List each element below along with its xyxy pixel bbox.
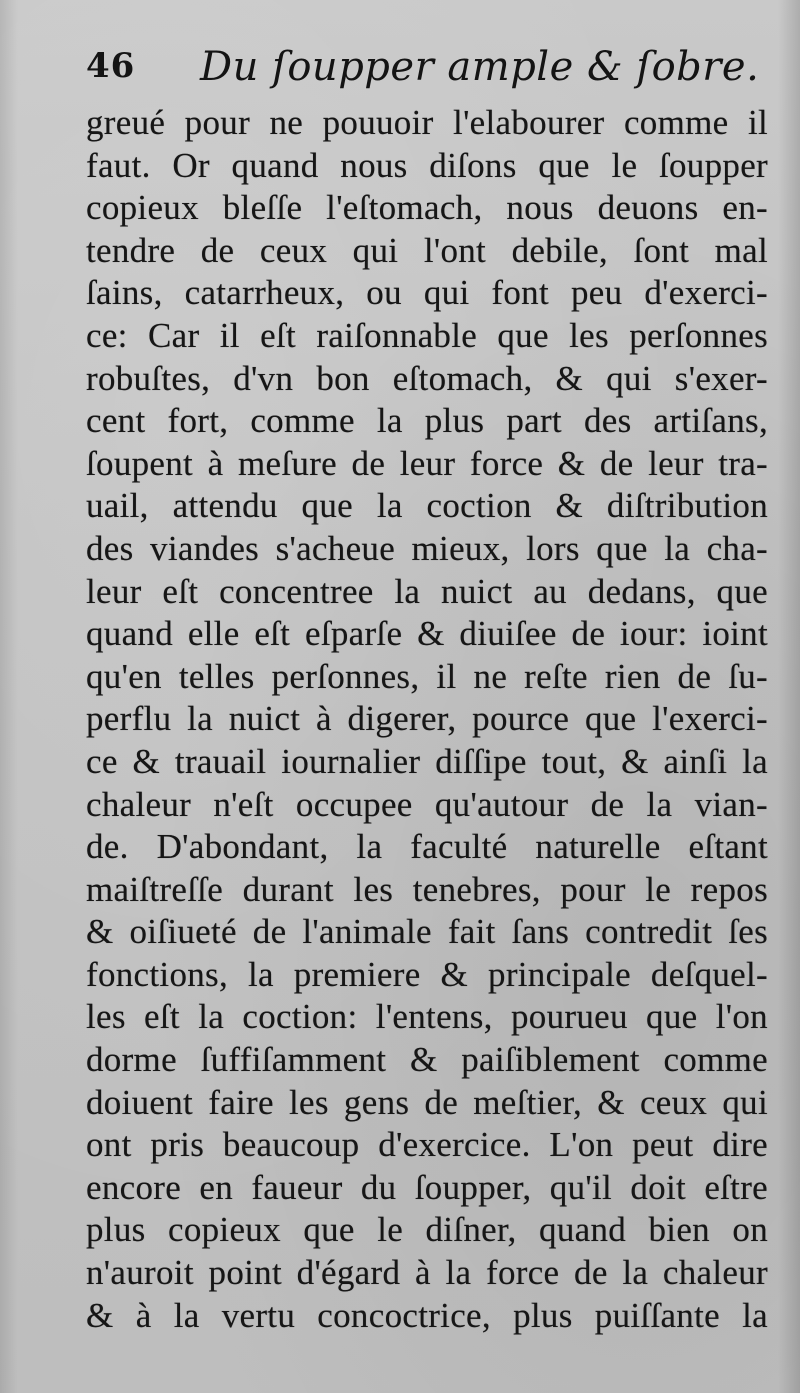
text-line: des viandes s'acheue mieux, lors que la cha- <box>86 528 768 568</box>
text-line: encore en faueur du ſoupper, qu'il doit eſtre <box>86 1167 768 1207</box>
text-line: qu'en telles perſonnes, il ne reſte rien de ſu- <box>86 656 768 696</box>
running-head <box>86 44 766 104</box>
page-number: 46 <box>86 46 136 86</box>
text-line: ſains, catarrheux, ou qui font peu d'exerci- <box>86 273 768 313</box>
text-line: & à la vertu concoctrice, plus puiſſante la <box>86 1295 768 1335</box>
text-line: uail, attendu que la coction & diſtribution <box>86 486 768 526</box>
text-line: ont pris beaucoup d'exercice. L'on peut dire <box>86 1125 768 1165</box>
running-title: Du ſoupper ample & ſobre. <box>200 44 760 90</box>
page-shadow-right <box>778 0 800 1393</box>
text-line: cent fort, comme la plus part des artiſans, <box>86 401 768 441</box>
text-line: greué pour ne pouuoir l'elabourer comme il <box>86 103 768 142</box>
text-line: maiſtreſſe durant les tenebres, pour le repos <box>86 869 768 909</box>
text-line: ce & trauail iournalier diſſipe tout, & ainſi la <box>86 741 768 781</box>
body-text <box>86 102 768 1337</box>
text-line: & oiſiueté de l'animale fait ſans contredit ſes <box>86 912 768 952</box>
text-line: n'auroit point d'égard à la force de la chaleur <box>86 1253 768 1293</box>
text-line: tendre de ceux qui l'ont debile, ſont mal <box>86 230 768 270</box>
text-line: doiuent faire les gens de meſtier, & ceux qui <box>86 1082 768 1122</box>
text-line: perflu la nuict à digerer, pource que l'exerci- <box>86 699 768 739</box>
text-line: leur eſt concentree la nuict au dedans, que <box>86 571 768 611</box>
text-line: ſoupent à meſure de leur force & de leur tra- <box>86 443 768 483</box>
text-line: ce: Car il eſt raiſonnable que les perſonnes <box>86 315 768 355</box>
text-line: robuſtes, d'vn bon eſtomach, & qui s'exer- <box>86 358 768 398</box>
page-shadow-left <box>0 0 18 1393</box>
text-line: fonctions, la premiere & principale deſquel- <box>86 954 768 994</box>
text-line: copieux bleſſe l'eſtomach, nous deuons en- <box>86 188 768 228</box>
text-line: plus copieux que le diſner, quand bien on <box>86 1210 768 1250</box>
text-line: dorme ſuffiſamment & paiſiblement comme <box>86 1040 768 1080</box>
text-line: quand elle eſt eſparſe & diuiſee de iour: ioint <box>86 614 768 654</box>
text-line: de. D'abondant, la faculté naturelle eſtant <box>86 827 768 867</box>
text-line: chaleur n'eſt occupee qu'autour de la vian- <box>86 784 768 824</box>
text-line: faut. Or quand nous diſons que le ſoupper <box>86 145 768 185</box>
text-line: les eſt la coction: l'entens, pourueu que l'on <box>86 997 768 1037</box>
